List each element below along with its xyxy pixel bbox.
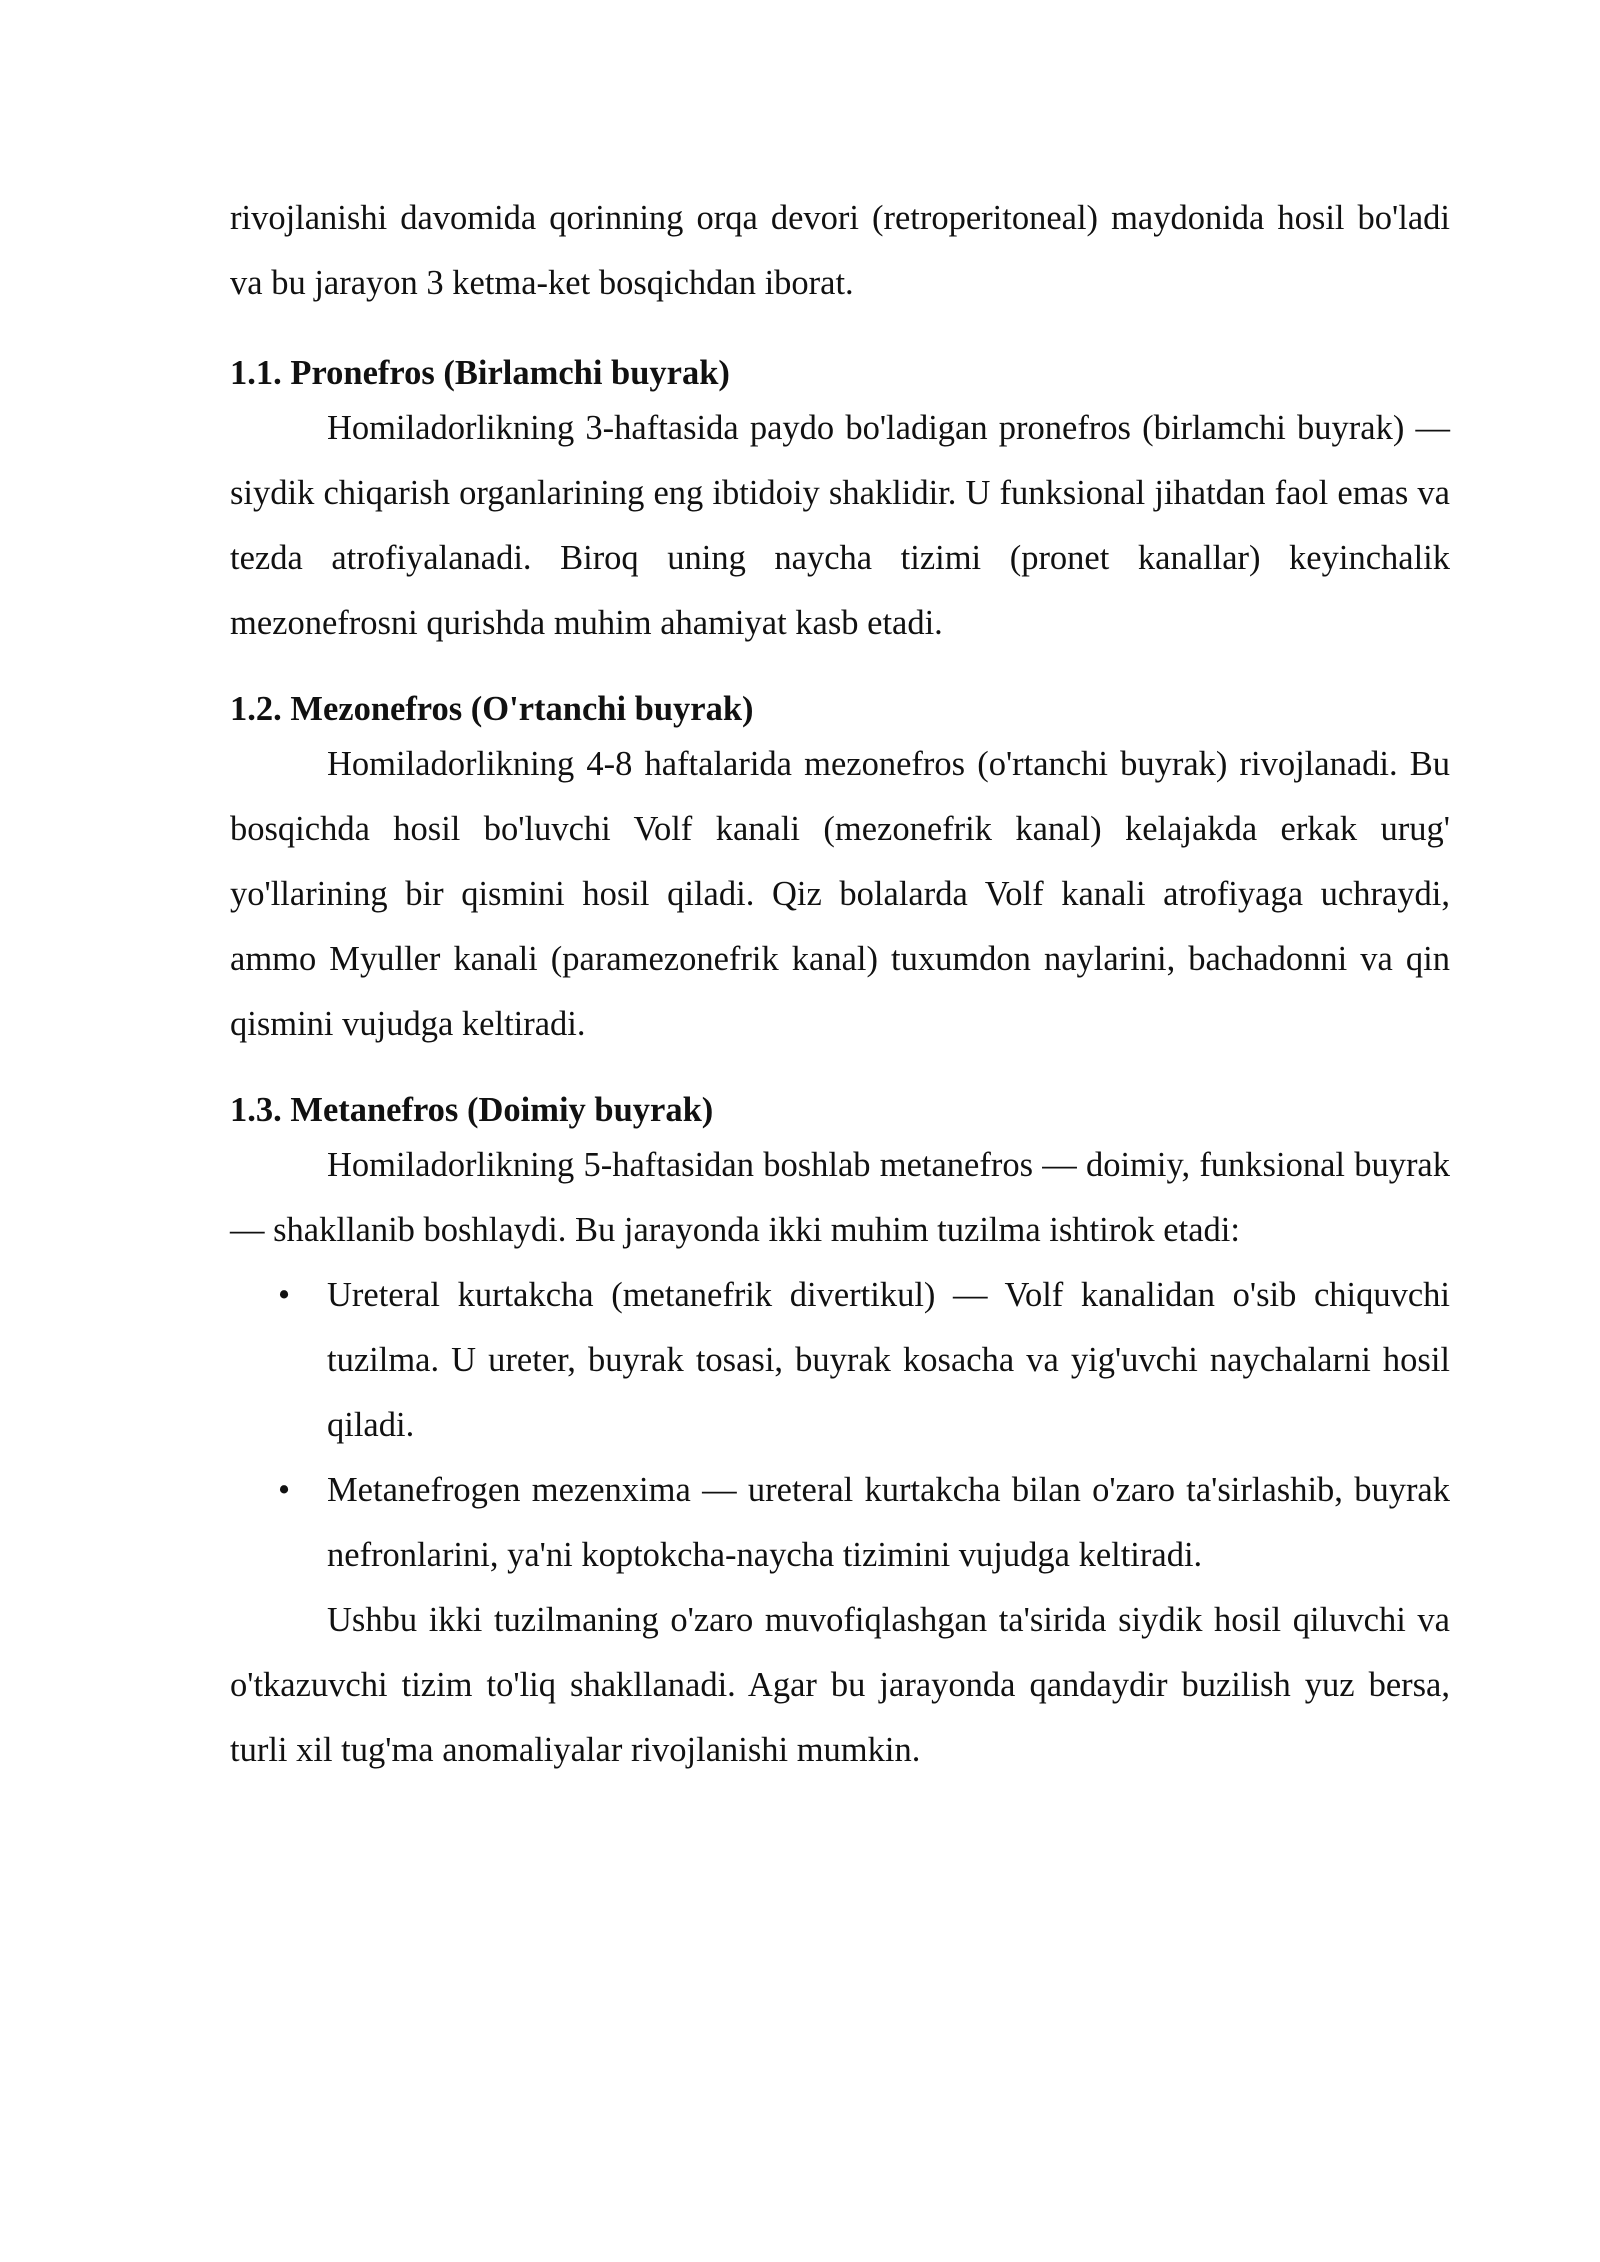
intro-paragraph: rivojlanishi davomida qorinning orqa devori (retroperitoneal) maydonida hosil bo'ladi va bu jarayon 3 ketma-ket bosqichdan iborat. (230, 199, 1450, 302)
list-item (230, 1458, 1450, 1588)
list-item-text: Ureteral kurtakcha (metanefrik divertikul) — Volf kanalidan o'sib chiquvchi tuzilma. U ureter, buyrak tosasi, buyrak kosacha va yig'uvchi naychalarni hosil qiladi. (327, 1276, 1450, 1444)
list-item (230, 1263, 1450, 1458)
closing-paragraph: Ushbu ikki tuzilmaning o'zaro muvofiqlashgan ta'sirida siydik hosil qiluvchi va o'tkazuvchi tizim to'liq shakllanadi. Agar bu jarayonda qandaydir buzilish yuz bersa, turli xil tug'ma anomaliyalar rivojlanishi mumkin. (230, 1601, 1450, 1769)
section-heading: 1.2. Mezonefros (O'rtanchi buyrak) (230, 690, 754, 728)
section-heading: 1.1. Pronefros (Birlamchi buyrak) (230, 354, 730, 392)
section-paragraph: Homiladorlikning 3-haftasida paydo bo'ladigan pronefros (birlamchi buyrak) — siydik chiqarish organlarining eng ibtidoiy shaklidir. U funksional jihatdan faol emas va tezda atrofiyalanadi. Biroq uning naycha tizimi (pronet kanallar) keyinchalik mezonefrosni qurishda muhim ahamiyat kasb etadi. (230, 409, 1450, 642)
section-metanefros (230, 1087, 1450, 1783)
bullet-icon: • (278, 1276, 291, 1314)
bullet-list (230, 1263, 1450, 1588)
list-item-text: Metanefrogen mezenxima — ureteral kurtakcha bilan o'zaro ta'sirlashib, buyrak nefronlarini, ya'ni koptokcha-naycha tizimini vujudga keltiradi. (327, 1471, 1450, 1574)
section-pronefros (230, 350, 1450, 656)
section-paragraph: Homiladorlikning 5-haftasidan boshlab metanefros — doimiy, funksional buyrak — shakllanib boshlaydi. Bu jarayonda ikki muhim tuzilma ishtirok etadi: (230, 1146, 1450, 1249)
section-mezonefros (230, 686, 1450, 1057)
section-heading: 1.3. Metanefros (Doimiy buyrak) (230, 1091, 714, 1129)
bullet-icon: • (278, 1471, 291, 1509)
document-page (230, 186, 1450, 1783)
section-paragraph: Homiladorlikning 4-8 haftalarida mezonefros (o'rtanchi buyrak) rivojlanadi. Bu bosqichda hosil bo'luvchi Volf kanali (mezonefrik kanal) kelajakda erkak urug' yo'llarining bir qismini hosil qiladi. Qiz bolalarda Volf kanali atrofiyaga uchraydi, ammo Myuller kanali (paramezonefrik kanal) tuxumdon naylarini, bachadonni va qin qismini vujudga keltiradi. (230, 745, 1450, 1043)
